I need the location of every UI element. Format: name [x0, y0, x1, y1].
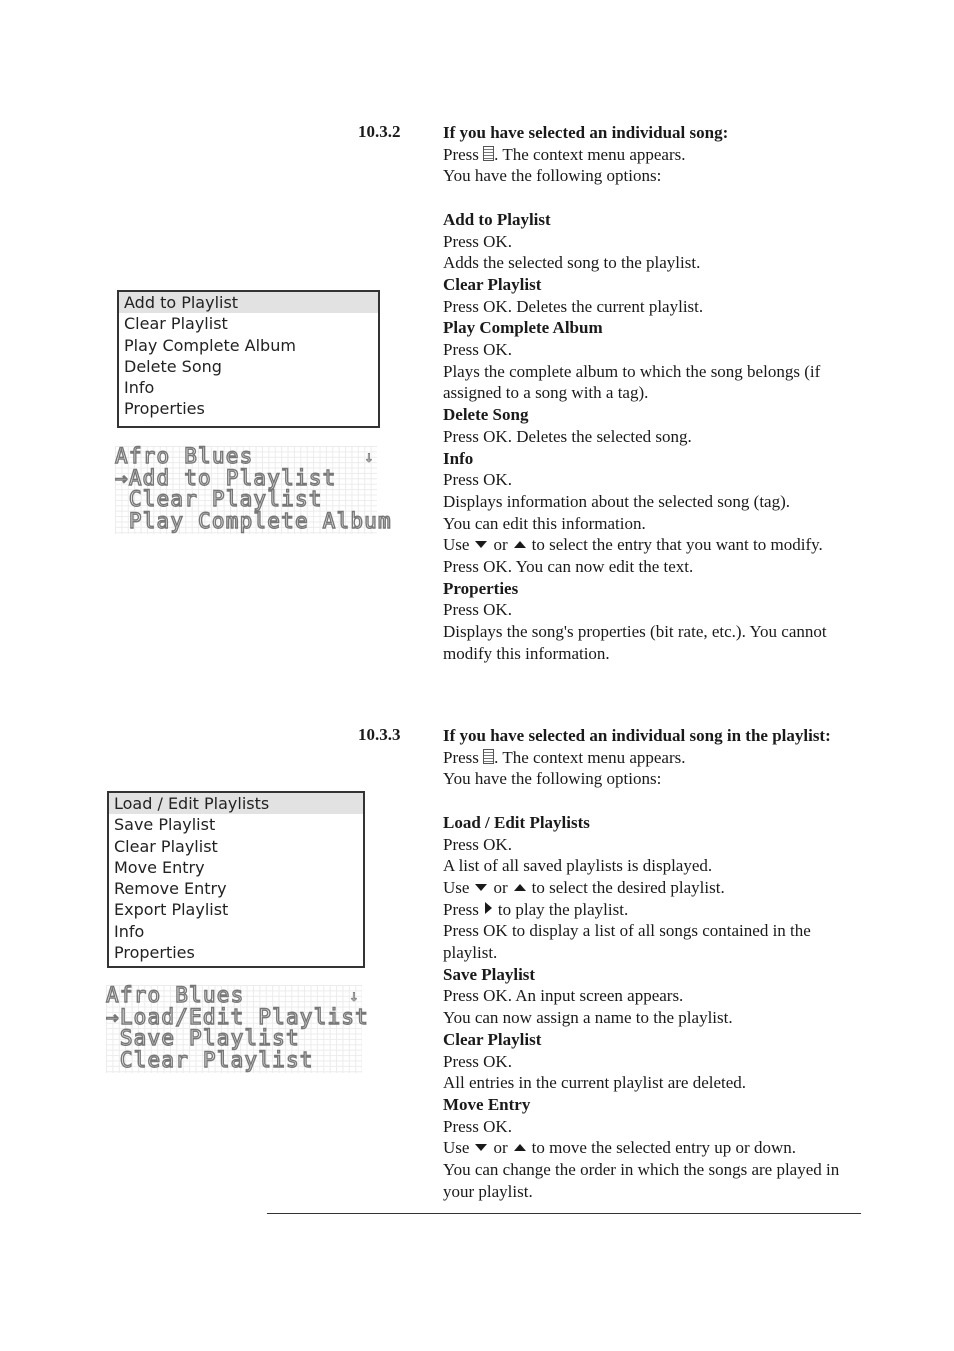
right-arrow-icon	[485, 902, 492, 914]
option-heading: Properties	[443, 578, 519, 598]
option-heading: Info	[443, 448, 474, 468]
lcd-row: Clear Playlist	[115, 487, 323, 512]
menu-key-icon	[483, 749, 494, 764]
menu-item-add-to-playlist[interactable]: Add to Playlist	[119, 292, 378, 313]
lcd-row: →Load/Edit Playlist	[106, 1004, 370, 1029]
menu-item-remove-entry[interactable]: Remove Entry	[114, 879, 227, 899]
up-arrow-icon	[514, 541, 526, 548]
section-1-title: If you have selected an individual song:	[443, 123, 729, 142]
option-text: Press OK to display a list of all songs contained in the playlist.	[443, 921, 811, 963]
info-use-instructions: Use or to select the entry that you want to modify.	[443, 535, 823, 555]
scroll-down-icon: ↓	[349, 986, 360, 1005]
option-heading: Clear Playlist	[443, 274, 542, 294]
option-heading: Play Complete Album	[443, 318, 603, 338]
lcd-row: Play Complete Album	[115, 509, 392, 534]
menu-item-properties[interactable]: Properties	[124, 399, 205, 419]
option-text: Press OK.	[443, 340, 512, 360]
option-text: Displays information about the selected song (tag).	[443, 491, 790, 511]
option-text: Press OK. Deletes the current playlist.	[443, 296, 704, 316]
option-text: Press OK. You can now edit the text.	[443, 557, 694, 577]
option-text: Press OK.	[443, 470, 512, 490]
scroll-down-icon: ↓	[364, 447, 375, 466]
down-arrow-icon	[475, 1144, 487, 1151]
section-number-2: 10.3.3	[358, 725, 401, 744]
load-use-instructions: Use or to select the desired playlist.	[443, 877, 725, 897]
option-text: A list of all saved playlists is displayed.	[443, 856, 713, 876]
footer-rule	[267, 1213, 861, 1214]
option-text: Displays the song's properties (bit rate, etc.). You cannot modify this information.	[443, 622, 827, 663]
lcd-row: Save Playlist	[106, 1026, 300, 1051]
menu-item-info[interactable]: Info	[114, 921, 145, 941]
load-press-instructions: Press to play the playlist.	[443, 899, 629, 919]
option-text: Press OK.	[443, 231, 512, 251]
option-heading: Delete Song	[443, 405, 529, 425]
down-arrow-icon	[475, 541, 487, 548]
menu-item-clear-playlist[interactable]: Clear Playlist	[114, 836, 218, 856]
lcd-display-playlist	[106, 983, 370, 1073]
lcd-display-song	[115, 444, 392, 534]
section-2-text	[443, 725, 863, 1202]
context-menu-playlist	[107, 791, 365, 968]
option-text: You can change the order in which the songs are played in your playlist.	[443, 1160, 840, 1201]
menu-item-save-playlist[interactable]: Save Playlist	[114, 815, 216, 835]
lcd-row: Afro Blues ↓	[115, 444, 375, 468]
menu-item-properties[interactable]: Properties	[114, 943, 195, 963]
menu-item-clear-playlist[interactable]: Clear Playlist	[124, 314, 228, 334]
option-text: Press OK. Deletes the selected song.	[443, 426, 692, 446]
option-heading: Save Playlist	[443, 964, 536, 984]
section-1-intro: Press . The context menu appears.	[443, 144, 686, 164]
menu-item-info[interactable]: Info	[124, 378, 155, 398]
menu-item-delete-song[interactable]: Delete Song	[124, 356, 222, 376]
option-text: All entries in the current playlist are deleted.	[443, 1073, 747, 1093]
option-heading: Add to Playlist	[443, 209, 551, 229]
lcd-row: →Add to Playlist	[115, 465, 337, 490]
option-text: Press OK. An input screen appears.	[443, 986, 684, 1006]
up-arrow-icon	[514, 884, 526, 891]
option-text: Press OK.	[443, 834, 512, 854]
menu-item-play-complete-album[interactable]: Play Complete Album	[124, 335, 296, 355]
option-text: You can now assign a name to the playlist.	[443, 1008, 733, 1028]
option-text: Adds the selected song to the playlist.	[443, 253, 701, 273]
option-text: Press OK.	[443, 1116, 512, 1136]
option-heading: Move Entry	[443, 1094, 531, 1114]
section-2-intro: Press . The context menu appears.	[443, 747, 686, 767]
context-menu-song	[117, 290, 380, 428]
option-text: Press OK.	[443, 1051, 512, 1071]
option-heading: Clear Playlist	[443, 1029, 542, 1049]
menu-item-move-entry[interactable]: Move Entry	[114, 857, 205, 877]
section-2-title: If you have selected an individual song in the playlist:	[443, 726, 831, 745]
down-arrow-icon	[475, 884, 487, 891]
section-1-intro-2: You have the following options:	[443, 166, 662, 186]
up-arrow-icon	[514, 1144, 526, 1151]
option-text: Press OK.	[443, 600, 512, 620]
menu-key-icon	[483, 146, 494, 161]
lcd-row: Clear Playlist	[106, 1048, 314, 1073]
option-text: You can edit this information.	[443, 513, 646, 533]
section-1-text	[443, 122, 863, 665]
move-use-instructions: Use or to move the selected entry up or down.	[443, 1138, 796, 1158]
option-text: Plays the complete album to which the song belongs (if assigned to a song with a tag).	[443, 361, 821, 403]
section-number-1: 10.3.2	[358, 122, 401, 141]
lcd-row: Afro Blues ↓	[106, 983, 360, 1007]
section-2-intro-2: You have the following options:	[443, 769, 662, 789]
menu-item-load-edit-playlists[interactable]: Load / Edit Playlists	[109, 793, 363, 814]
menu-item-export-playlist[interactable]: Export Playlist	[114, 900, 229, 920]
option-heading: Load / Edit Playlists	[443, 812, 590, 832]
